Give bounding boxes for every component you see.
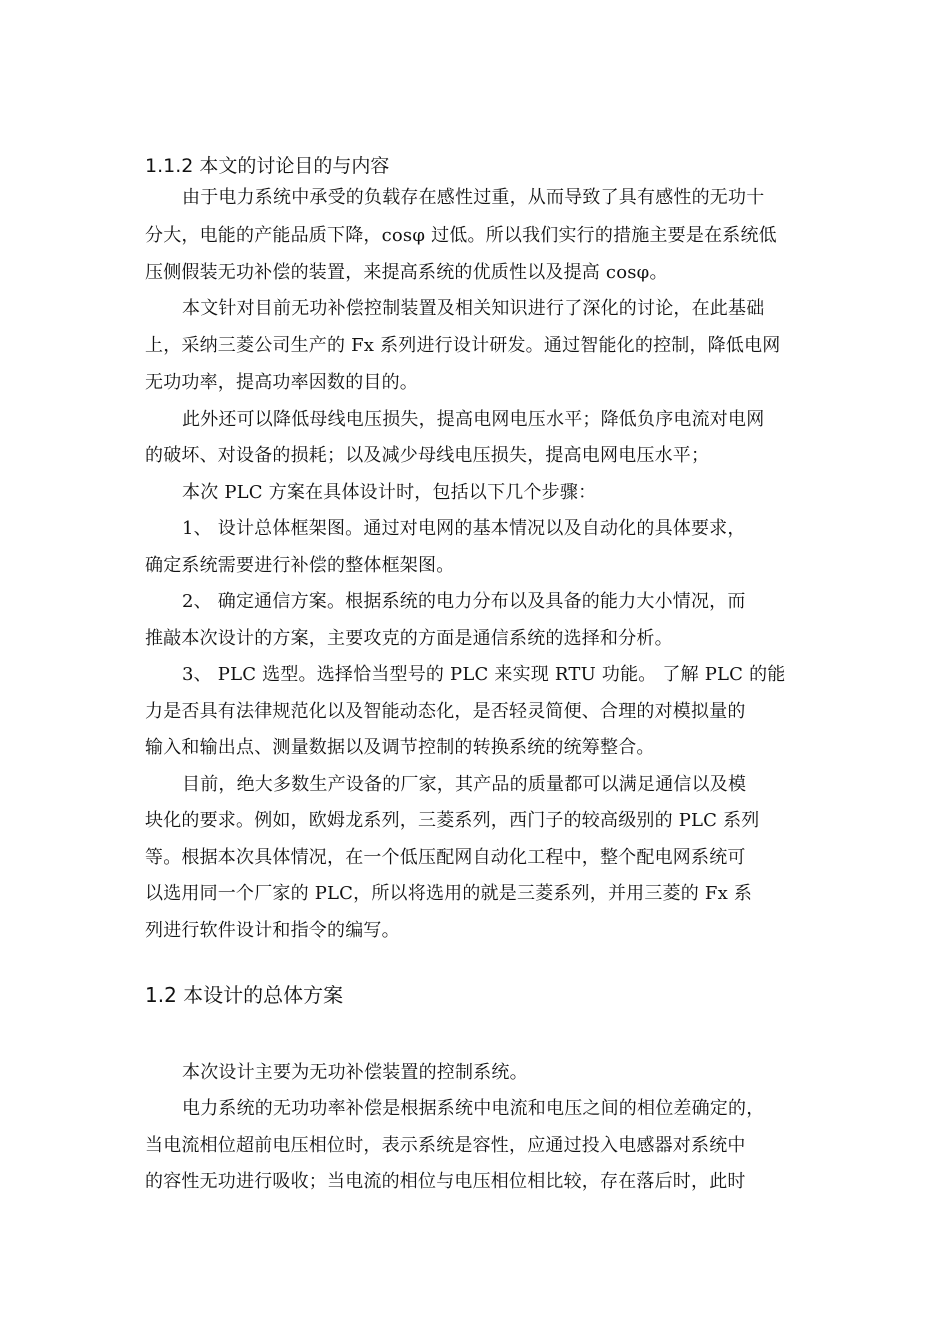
section-heading-1-2: 1.2 本设计的总体方案 [145, 983, 344, 1007]
paragraph-line: 目前，绝大多数生产设备的厂家，其产品的质量都可以满足通信以及模 [182, 774, 747, 795]
list-item-line: 确定系统需要进行补偿的整体框架图。 [145, 555, 455, 576]
paragraph-line: 本次设计主要为无功补偿装置的控制系统。 [182, 1062, 528, 1083]
paragraph-line: 列进行软件设计和指令的编写。 [145, 920, 400, 941]
paragraph-line: 的破坏、对设备的损耗；以及减少母线电压损失，提高电网电压水平； [145, 445, 710, 466]
paragraph-line: 无功功率，提高功率因数的目的。 [145, 372, 418, 393]
list-item-line: 推敲本次设计的方案，主要攻克的方面是通信系统的选择和分析。 [145, 628, 673, 649]
paragraph-line: 压侧假装无功补偿的装置，来提高系统的优质性以及提高 cosφ。 [145, 262, 668, 283]
list-item-line: 1、 设计总体框架图。通过对电网的基本情况以及自动化的具体要求， [182, 518, 746, 539]
paragraph-line: 上，采纳三菱公司生产的 Fx 系列进行设计研发。通过智能化的控制，降低电网 [145, 335, 781, 356]
paragraph-line: 由于电力系统中承受的负载存在感性过重，从而导致了具有感性的无功十 [182, 187, 765, 208]
list-item-line: 力是否具有法律规范化以及智能动态化，是否轻灵简便、合理的对模拟量的 [145, 701, 746, 722]
paragraph-line: 当电流相位超前电压相位时，表示系统是容性，应通过投入电感器对系统中 [145, 1135, 746, 1156]
paragraph-line: 等。根据本次具体情况，在一个低压配网自动化工程中，整个配电网系统可 [145, 847, 746, 868]
paragraph-line: 本次 PLC 方案在具体设计时，包括以下几个步骤： [182, 482, 597, 503]
paragraph-line: 分大，电能的产能品质下降，cosφ 过低。所以我们实行的措施主要是在系统低 [145, 225, 777, 246]
list-item-line: 3、 PLC 选型。选择恰当型号的 PLC 来实现 RTU 功能。 了解 PLC 的能 [182, 664, 786, 685]
paragraph-line: 此外还可以降低母线电压损失，提高电网电压水平；降低负序电流对电网 [182, 409, 765, 430]
paragraph-line: 块化的要求。例如，欧姆龙系列，三菱系列，西门子的较高级别的 PLC 系列 [145, 810, 760, 831]
paragraph-line: 以选用同一个厂家的 PLC，所以将选用的就是三菱系列，并用三菱的 Fx 系 [145, 883, 753, 904]
list-item-line: 2、 确定通信方案。根据系统的电力分布以及具备的能力大小情况，而 [182, 591, 746, 612]
paragraph-line: 本文针对目前无功补偿控制装置及相关知识进行了深化的讨论，在此基础 [182, 298, 765, 319]
paragraph-line: 的容性无功进行吸收；当电流的相位与电压相位相比较，存在落后时，此时 [145, 1171, 746, 1192]
paragraph-line: 电力系统的无功功率补偿是根据系统中电流和电压之间的相位差确定的， [182, 1098, 765, 1119]
section-heading-1-1-2: 1.1.2 本文的讨论目的与内容 [145, 155, 390, 177]
list-item-line: 输入和输出点、测量数据以及调节控制的转换系统的统筹整合。 [145, 737, 655, 758]
